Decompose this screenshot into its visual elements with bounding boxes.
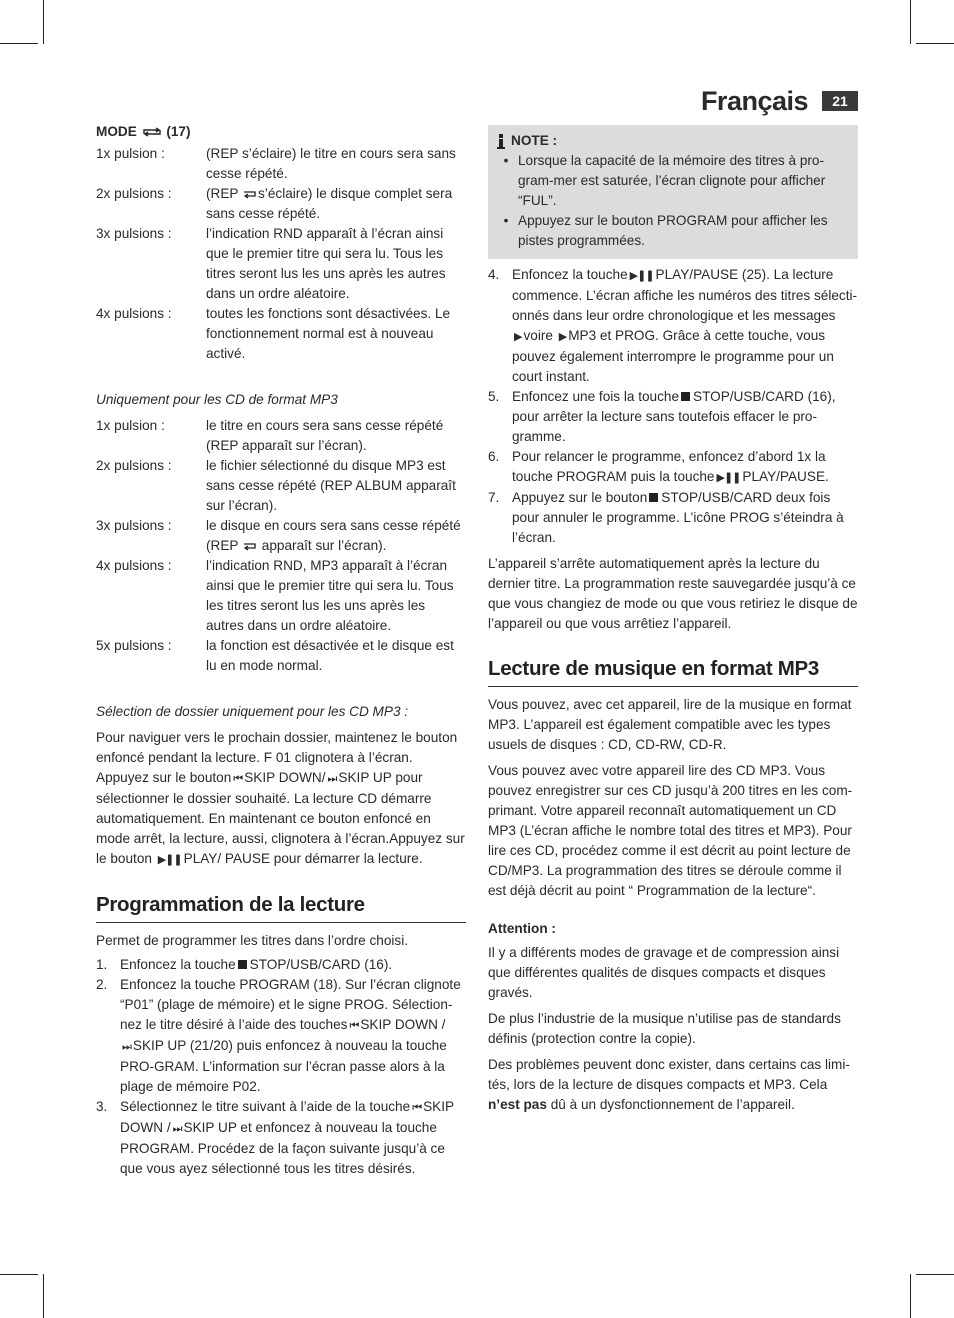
play-pause-icon: ▶❚❚ — [157, 854, 182, 866]
crop-mark — [910, 1274, 911, 1318]
mp3-row: 4x pulsions : l’indication RND, MP3 apparaît à l’écran ainsi que le premier titre qui sera lu. Tous les titres seront lus les uns après les autres dans un ordre aléatoire. — [96, 558, 454, 633]
skip-up-icon: ⏭ — [172, 1123, 182, 1135]
list-item: • Lorsque la capacité de la mémoire des titres à pro-gram-mer est saturée, l’écran clignote pour afficher “FUL”. — [503, 153, 826, 208]
list-item: 5. Enfoncez une fois la touche STOP/USB/CARD (16), pour arrêter la lecture sans toutefois effacer le pro-gramme. — [488, 389, 836, 444]
repeat-all-icon — [242, 188, 258, 200]
page-header — [701, 84, 858, 118]
mp3-paragraph: Vous pouvez avec votre appareil lire des CD MP3. Vous pouvez enregistrer sur ces CD jusqu’à 200 titres en les com-primant. Votre appareil reconnaît automatiquement un CD MP3 (L’écran affiche le nombre total des titres et MP3). Pour lire ces CD, procédez comme il est décrit au point lecture de CD/MP3. La programmation des titres se déroule comme il est déjà décrit au point “ Programmation de la lecture“. — [488, 763, 853, 898]
programming-steps-cont — [488, 265, 858, 548]
crop-mark — [916, 43, 954, 44]
list-item: 6. Pour relancer le programme, enfoncez d’abord 1x la touche PROGRAM puis la touche ▶❚❚ PLAY/PAUSE. — [488, 449, 829, 484]
list-item: 4. Enfoncez la touche ▶❚❚ PLAY/PAUSE (25). La lecture commence. L’écran affiche les numéros des titres sélecti-onnés dans leur ordre chronologique et les messages ▶ voire ▶ MP3 et PROG. Grâce à cette touche, vous pouvez également interrompre le programme pour un court instant. — [488, 267, 858, 384]
play-icon: ▶ — [514, 331, 522, 343]
mp3-row: 1x pulsion : le titre en cours sera sans cesse répété (REP apparaît sur l’écran). — [96, 418, 444, 453]
info-icon — [494, 133, 508, 149]
language-title: Français — [700, 86, 808, 116]
page-number: 21 — [822, 91, 858, 111]
list-item: 2. Enfoncez la touche PROGRAM (18). Sur l’écran clignote “P01” (plage de mémoire) et le signe PROG. Sélection-nez le titre désiré à l’aide des touches ⏮ SKIP DOWN /⏭ SKIP UP (21/20) puis enfoncez à nouveau la touche PRO-GRAM. L’information sur l’écran passe alors à la plage de mémoire P02. — [96, 977, 461, 1094]
folder-paragraph: Pour naviguer vers le prochain dossier, maintenez le bouton enfoncé pendant la lecture. F 01 clignotera à l’écran. Appuyez sur le bouton ⏮ SKIP DOWN/ ⏭ SKIP UP pour sélectionner le dossier souhaité. La lecture CD démarre automatiquement. En maintenant ce bouton enfoncé en mode arrêt, la lecture, aussi, clignotera à l’écran.Appuyez sur le bouton ▶❚❚ PLAY/ PAUSE pour démarrer la lecture. — [96, 730, 465, 866]
mp3-row: 5x pulsions : la fonction est désactivée et le disque est lu en mode normal. — [96, 638, 454, 673]
programming-steps — [96, 955, 466, 1179]
folder-heading: Sélection de dossier uniquement pour les CD MP3 : — [96, 704, 409, 719]
mp3-row: 2x pulsions : le fichier sélectionné du disque MP3 est sans cesse répété (REP ALBUM apparaît sur l’écran). — [96, 458, 456, 513]
mode-row: 4x pulsions : toutes les fonctions sont désactivées. Le fonctionnement normal est à nouveau activé. — [96, 306, 451, 361]
mp3-paragraph: Vous pouvez, avec cet appareil, lire de la musique en format MP3. L’appareil est également compatible avec les types usuels de disques : CD, CD-RW, CD-R. — [488, 697, 852, 752]
mode-heading: MODE (17) — [96, 124, 191, 139]
skip-down-icon: ⏮ — [349, 1020, 359, 1032]
list-item: 7. Appuyez sur le bouton STOP/USB/CARD deux fois pour annuler le programme. L’icône PROG s’éteindra à l’écran. — [488, 490, 844, 545]
left-column — [96, 122, 466, 1179]
mode-row: 2x pulsions : (REP s’éclaire) le disque complet sera sans cesse répété. — [96, 186, 453, 221]
skip-up-icon: ⏭ — [122, 1041, 131, 1053]
play-icon: ▶ — [558, 331, 567, 343]
play-pause-icon: ▶❚❚ — [716, 472, 741, 484]
attention-title: Attention : — [488, 921, 556, 936]
crop-mark — [43, 0, 44, 44]
mode-row: 3x pulsions : l’indication RND apparaît à l’écran ainsi que le premier titre qui sera lu. Tous les titres seront lus les uns après les autres dans un ordre aléatoire. — [96, 226, 446, 301]
crop-mark — [0, 1274, 38, 1275]
note-title: NOTE : — [494, 131, 848, 151]
skip-down-icon: ⏮ — [412, 1102, 422, 1114]
repeat-icon — [141, 126, 163, 138]
right-column — [488, 125, 858, 1115]
crop-mark — [43, 1274, 44, 1318]
note-box — [488, 125, 858, 259]
attention-paragraph: De plus l’industrie de la musique n’utilise pas de standards définis (protection contre la copie). — [488, 1011, 841, 1046]
list-item: 3. Sélectionnez le titre suivant à l’aide de la touche ⏮ SKIP DOWN / ⏭ SKIP UP et enfoncez à nouveau la touche PROGRAM. Procédez de la façon suivante jusqu’à ce que vous ayez sélectionné tous les titres désirés. — [96, 1099, 454, 1176]
list-item: • Appuyez sur le bouton PROGRAM pour afficher les pistes programmées. — [503, 213, 828, 248]
play-pause-icon: ▶❚❚ — [629, 270, 654, 282]
stop-icon — [649, 493, 658, 502]
stop-icon — [681, 392, 690, 401]
auto-stop-paragraph: L’appareil s’arrête automatiquement après la lecture du dernier titre. La programmation reste sauvegardée jusqu’à ce que vous changiez de mode ou que vous retiriez le disque de l’appareil ou que vous arrêtiez l’appareil. — [488, 556, 858, 631]
attention-paragraph: Il y a différents modes de gravage et de compression ainsi que différentes qualités de disques compacts et disques gravés. — [488, 945, 840, 1000]
stop-icon — [238, 960, 247, 969]
skip-up-icon: ⏭ — [327, 773, 337, 785]
crop-mark — [910, 0, 911, 44]
mp3-heading: Lecture de musique en format MP3 — [488, 656, 858, 687]
crop-mark — [0, 43, 38, 44]
crop-mark — [916, 1274, 954, 1275]
mp3-row: 3x pulsions : le disque en cours sera sans cesse répété (REP apparaît sur l’écran). — [96, 518, 461, 553]
attention-paragraph: Des problèmes peuvent donc exister, dans certains cas limi-tés, lors de la lecture de disques compacts et MP3. Cela n’est pas dû à un dysfonctionnement de l’appareil. — [488, 1057, 850, 1112]
skip-down-icon: ⏮ — [233, 773, 243, 785]
programming-intro: Permet de programmer les titres dans l’ordre choisi. — [96, 933, 409, 948]
repeat-all-icon — [242, 540, 258, 552]
list-item: 1. Enfoncez la touche STOP/USB/CARD (16). — [96, 957, 393, 972]
mode-row: 1x pulsion : (REP s’éclaire) le titre en cours sera sans cesse répété. — [96, 146, 456, 181]
programming-heading: Programmation de la lecture — [96, 892, 466, 923]
mp3-only-heading: Uniquement pour les CD de format MP3 — [96, 392, 338, 407]
